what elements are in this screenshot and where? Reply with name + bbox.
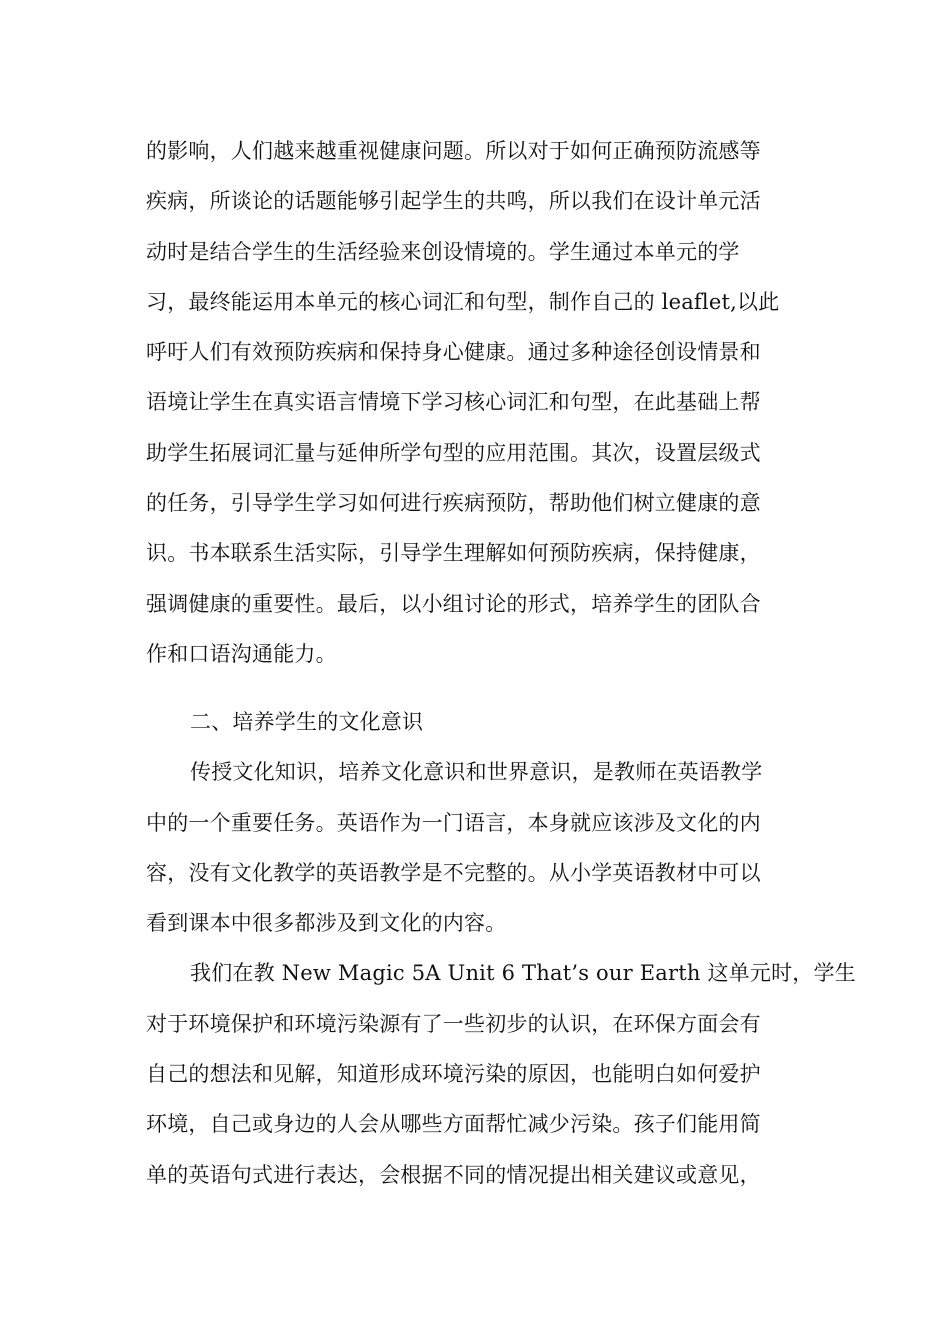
text-line: 环境，自己或身边的人会从哪些方面帮忙减少污染。孩子们能用简 bbox=[146, 1112, 761, 1137]
text-line: 动时是结合学生的生活经验来创设情境的。学生通过本单元的学 bbox=[146, 239, 740, 264]
text-line: 自己的想法和见解，知道形成环境污染的原因，也能明白如何爱护 bbox=[146, 1062, 761, 1087]
text-line: 呼吁人们有效预防疾病和保持身心健康。通过多种途径创设情景和 bbox=[146, 340, 761, 365]
text-line: 作和口语沟通能力。 bbox=[146, 641, 337, 666]
text-line: 我们在教 New Magic 5A Unit 6 That’s our Earth 这单元时，学生 bbox=[190, 961, 856, 986]
text-line: 的影响，人们越来越重视健康问题。所以对于如何正确预防流感等 bbox=[146, 139, 761, 163]
text-line: 助学生拓展词汇量与延伸所学句型的应用范围。其次，设置层级式 bbox=[146, 440, 761, 465]
text-line: 看到课本中很多都涉及到文化的内容。 bbox=[146, 911, 507, 936]
paragraph-disease-prevention bbox=[146, 126, 806, 679]
section-heading: 二、培养学生的文化意识 bbox=[190, 710, 424, 734]
text-line: 对于环境保护和环境污染源有了一些初步的认识，在环保方面会有 bbox=[146, 1011, 761, 1036]
text-line: 的任务，引导学生学习如何进行疾病预防，帮助他们树立健康的意 bbox=[146, 491, 761, 516]
text-line: 疾病，所谈论的话题能够引起学生的共鸣，所以我们在设计单元活 bbox=[146, 189, 761, 214]
text-line: 习，最终能运用本单元的核心词汇和句型，制作自己的 leaflet,以此 bbox=[146, 289, 780, 314]
text-line: 传授文化知识，培养文化意识和世界意识，是教师在英语教学 bbox=[190, 760, 763, 785]
text-line: 中的一个重要任务。英语作为一门语言，本身就应该涉及文化的内 bbox=[146, 810, 761, 835]
text-line: 容，没有文化教学的英语教学是不完整的。从小学英语教材中可以 bbox=[146, 860, 761, 885]
text-line: 强调健康的重要性。最后，以小组讨论的形式，培养学生的团队合 bbox=[146, 591, 761, 616]
text-line: 语境让学生在真实语言情境下学习核心词汇和句型，在此基础上帮 bbox=[146, 390, 761, 415]
section-block-culture bbox=[146, 697, 856, 1200]
text-line: 识。书本联系生活实际，引导学生理解如何预防疾病，保持健康， bbox=[146, 541, 761, 566]
text-line: 单的英语句式进行表达，会根据不同的情况提出相关建议或意见， bbox=[146, 1162, 761, 1187]
